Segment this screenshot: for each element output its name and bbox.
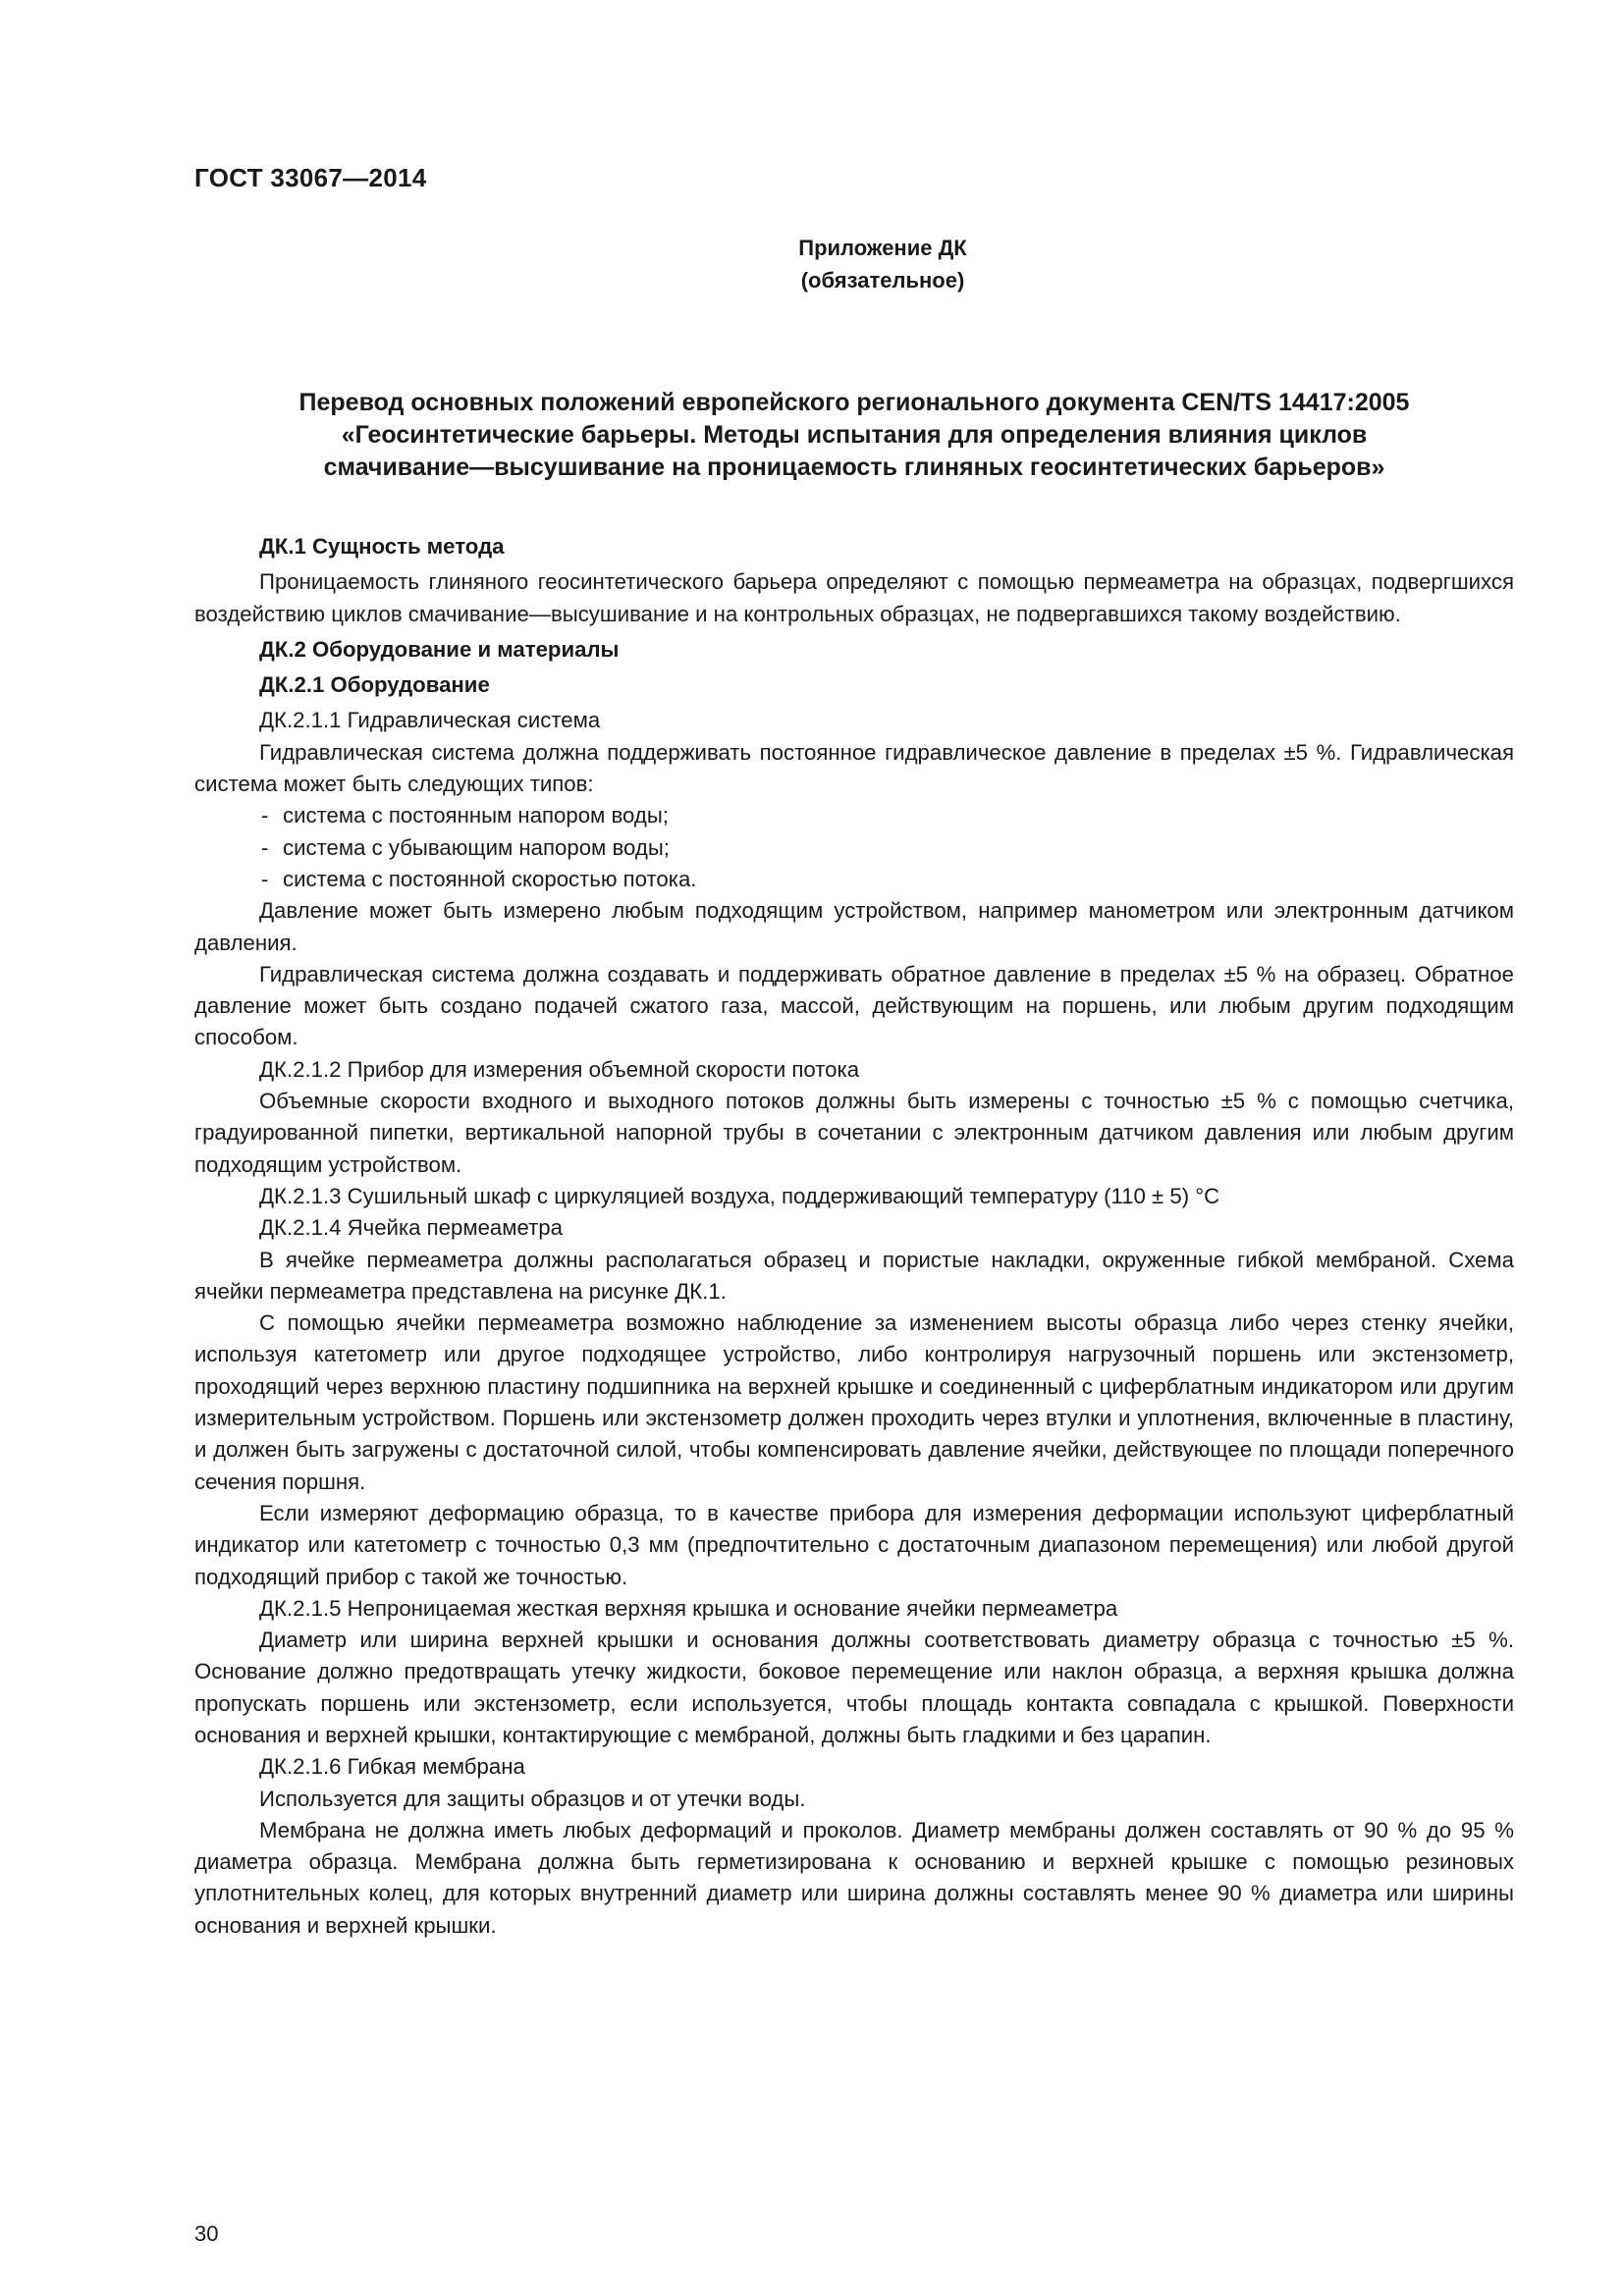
main-title-line: Перевод основных положений европейского регионального документа CEN/TS 14417:2005 [298, 389, 1410, 416]
paragraph: Проницаемость глиняного геосинтетического барьера определяют с помощью пермеаметра на образцах, подвергшихся воздействию циклов смачивание—высушивание и на контрольных образцах, не подвергавшихся такому воздействию. [194, 569, 1514, 626]
clause-heading: ДК.2.1.5 Непроницаемая жесткая верхняя крышка и основание ячейки пермеаметра [259, 1595, 1118, 1621]
section-heading: ДК.2 Оборудование и материалы [259, 636, 620, 662]
section-heading: ДК.1 Сущность метода [259, 534, 505, 559]
clause-heading: ДК.2.1.4 Ячейка пермеаметра [259, 1215, 563, 1241]
document-body [194, 527, 1514, 1942]
main-title-line: смачивание—высушивание на проницаемость глиняных геосинтетических барьеров» [323, 454, 1385, 481]
paragraph: Если измеряют деформацию образца, то в качестве прибора для измерения деформации используют циферблатный индикатор или катетометр с точностью 0,3 мм (предпочтительно с достаточным диапазоном перемещения) или любой другой подходящий прибор с такой же точностью. [194, 1500, 1514, 1589]
annex-title: Приложение ДК [798, 236, 967, 260]
subsection-heading: ДК.2.1 Оборудование [259, 672, 490, 698]
clause-heading: ДК.2.1.1 Гидравлическая система [259, 708, 601, 733]
paragraph: В ячейке пермеаметра должны располагаться образец и пористые накладки, окруженные гибкой мембраной. Схема ячейки пермеаметра представлена на рисунке ДК.1. [194, 1247, 1514, 1304]
clause-heading: ДК.2.1.2 Прибор для измерения объемной скорости потока [259, 1056, 860, 1082]
clause-heading: ДК.2.1.6 Гибкая мембрана [259, 1754, 525, 1780]
paragraph: Объемные скорости входного и выходного потоков должны быть измерены с точностью ±5 % с помощью счетчика, градуированной пипетки, вертикальной напорной трубы в сочетании с электронным датчиком давления или любым другим подходящим устройством. [194, 1089, 1514, 1177]
main-title [194, 387, 1514, 484]
list-item-text: система с убывающим напором воды; [283, 834, 670, 860]
paragraph: Давление может быть измерено любым подходящим устройством, например манометром или электронным датчиком давления. [194, 898, 1514, 955]
list-item-text: система с постоянным напором воды; [283, 803, 669, 828]
page-number: 30 [194, 2221, 219, 2246]
list-item: - система с убывающим напором воды; [261, 834, 670, 860]
paragraph: Гидравлическая система должна создавать и поддерживать обратное давление в пределах ±5 % на образец. Обратное давление может быть создано подачей сжатого газа, массой, действующим на поршень, или любым другим подходящим способом. [194, 961, 1514, 1050]
clause-heading: ДК.2.1.3 Сушильный шкаф с циркуляцией воздуха, поддерживающий температуру (110 ± 5) °С [259, 1183, 1220, 1208]
paragraph: Используется для защиты образцов и от утечки воды. [259, 1786, 806, 1811]
list-item-text: система с постоянной скоростью потока. [283, 866, 697, 891]
list-item: - система с постоянным напором воды; [261, 803, 669, 828]
main-title-line: «Геосинтетические барьеры. Методы испытания для определения влияния циклов [341, 421, 1368, 449]
paragraph: Диаметр или ширина верхней крышки и основания должны соответствовать диаметру образца с точностью ±5 %. Основание должно предотвращать утечку жидкости, боковое перемещение или наклон образца, а верхняя крышка должна пропускать поршень или экстензометр, если используется, чтобы площадь контакта совпадала с крышкой. Поверхности основания и верхней крышки, контактирующие с мембраной, должны быть гладкими и без царапин. [194, 1628, 1514, 1747]
annex-status: (обязательное) [800, 268, 965, 293]
paragraph: Гидравлическая система должна поддерживать постоянное гидравлическое давление в пределах ±5 %. Гидравлическая система может быть следующих типов: [194, 739, 1514, 797]
annex-heading [0, 232, 1623, 296]
paragraph: С помощью ячейки пермеаметра возможно наблюдение за изменением высоты образца либо через стенку ячейки, используя катетометр или другое подходящее устройство, либо контролируя нагрузочный поршень или экстензометр, проходящий через верхнюю пластину подшипника на верхней крышке и соединенный с циферблатным индикатором или другим измерительным устройством. Поршень или экстензометр должен проходить через втулки и уплотнения, включенные в пластину, и должен быть загружены с достаточной силой, чтобы компенсировать давление ячейки, действующее по площади поперечного сечения поршня. [194, 1310, 1514, 1494]
paragraph: Мембрана не должна иметь любых деформаций и проколов. Диаметр мембраны должен составлять от 90 % до 95 % диаметра образца. Мембрана должна быть герметизирована к основанию и верхней крышке с помощью резиновых уплотнительных колец, для которых внутренний диаметр или ширина должны составлять менее 90 % диаметра или ширины основания и верхней крышки. [194, 1817, 1514, 1938]
document-code: ГОСТ 33067—2014 [194, 163, 427, 192]
list-item: - система с постоянной скоростью потока. [261, 866, 697, 891]
